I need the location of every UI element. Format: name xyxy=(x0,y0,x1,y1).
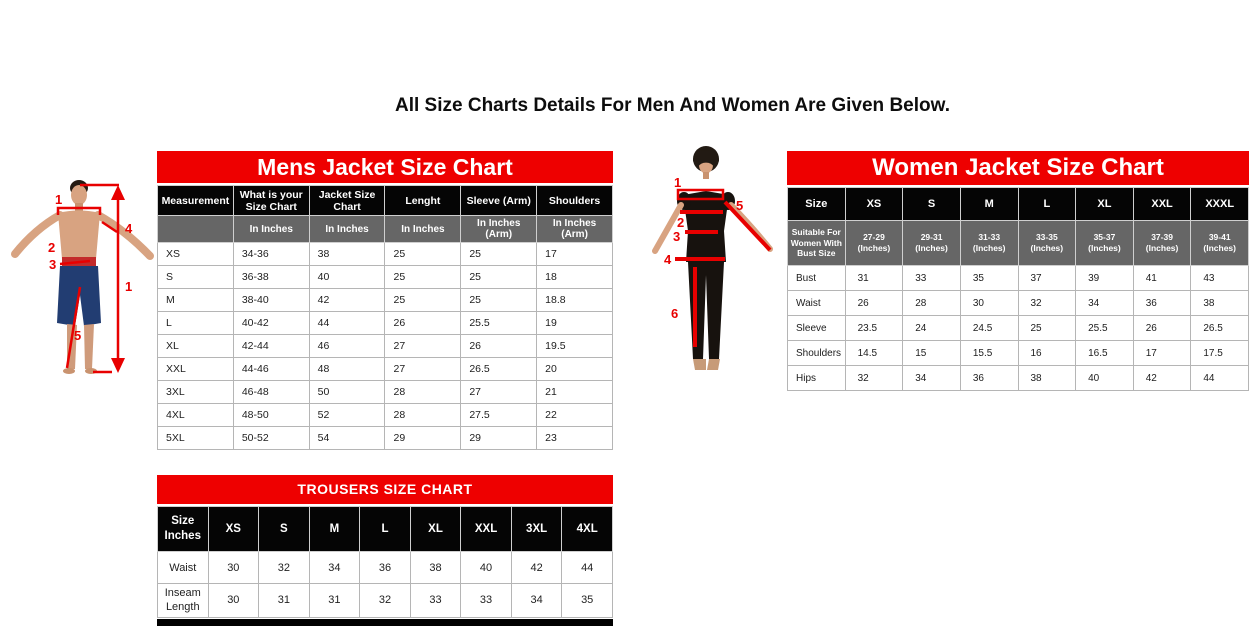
womens-header-row xyxy=(788,188,1249,221)
female-label-hips: 4 xyxy=(664,252,672,267)
unit-cell xyxy=(158,216,234,243)
cell: 41 xyxy=(1133,266,1191,291)
column-header: Measurement xyxy=(158,186,234,216)
cell: 40 xyxy=(309,266,385,289)
womens-chart-table xyxy=(787,187,1249,391)
table-row xyxy=(788,341,1249,366)
cell: 50-52 xyxy=(233,427,309,450)
column-header: M xyxy=(309,507,360,552)
column-header: M xyxy=(960,188,1018,221)
cell: 50 xyxy=(309,381,385,404)
cell: 42 xyxy=(309,289,385,312)
cell: 28 xyxy=(903,291,961,316)
cell: 44-46 xyxy=(233,358,309,381)
column-header: XL xyxy=(410,507,461,552)
column-header: S xyxy=(903,188,961,221)
cell: 34 xyxy=(511,584,562,618)
female-label-bust: 2 xyxy=(677,215,685,230)
column-header: 3XL xyxy=(511,507,562,552)
cell: L xyxy=(158,312,234,335)
table-row xyxy=(158,312,613,335)
cell: 21 xyxy=(537,381,613,404)
cell: S xyxy=(158,266,234,289)
column-header: XXL xyxy=(1133,188,1191,221)
trousers-bottom-strip xyxy=(157,619,613,626)
cell: 32 xyxy=(360,584,411,618)
cell: 26 xyxy=(845,291,903,316)
cell: 25.5 xyxy=(461,312,537,335)
cell: 17 xyxy=(1133,341,1191,366)
unit-cell: In Inches xyxy=(233,216,309,243)
table-row xyxy=(158,552,613,584)
column-header: Shoulders xyxy=(537,186,613,216)
cell: Hips xyxy=(788,366,846,391)
trousers-header-row xyxy=(158,507,613,552)
cell: 17 xyxy=(537,243,613,266)
cell: 25 xyxy=(1018,316,1076,341)
male-label-shoulder: 1 xyxy=(55,192,63,207)
cell: Bust xyxy=(788,266,846,291)
unit-cell: 27-29 (Inches) xyxy=(845,221,903,266)
table-row xyxy=(788,266,1249,291)
cell: 38 xyxy=(309,243,385,266)
cell: 26 xyxy=(1133,316,1191,341)
cell: 33 xyxy=(903,266,961,291)
trousers-chart-banner: TROUSERS SIZE CHART xyxy=(157,475,613,504)
cell: 31 xyxy=(259,584,310,618)
cell: 36 xyxy=(360,552,411,584)
cell: 31 xyxy=(309,584,360,618)
cell: 17.5 xyxy=(1191,341,1249,366)
cell: 26 xyxy=(461,335,537,358)
cell: 37 xyxy=(1018,266,1076,291)
cell: 35 xyxy=(562,584,613,618)
cell: 40 xyxy=(461,552,512,584)
cell: 19.5 xyxy=(537,335,613,358)
column-header: L xyxy=(1018,188,1076,221)
cell: 42 xyxy=(511,552,562,584)
unit-cell: In Inches (Arm) xyxy=(461,216,537,243)
cell: 19 xyxy=(537,312,613,335)
table-row xyxy=(158,584,613,618)
table-row xyxy=(788,366,1249,391)
cell: 34 xyxy=(309,552,360,584)
unit-cell: In Inches xyxy=(385,216,461,243)
female-label-sleeve: 5 xyxy=(736,198,744,213)
cell: 15 xyxy=(903,341,961,366)
mens-chart-banner: Mens Jacket Size Chart xyxy=(157,151,613,183)
cell: Shoulders xyxy=(788,341,846,366)
table-row xyxy=(158,335,613,358)
cell: 29 xyxy=(461,427,537,450)
table-row xyxy=(158,243,613,266)
cell: 29 xyxy=(385,427,461,450)
cell: 35 xyxy=(960,266,1018,291)
cell: 52 xyxy=(309,404,385,427)
cell: 28 xyxy=(385,381,461,404)
mens-units-row xyxy=(158,216,613,243)
cell: 5XL xyxy=(158,427,234,450)
table-row xyxy=(788,316,1249,341)
unit-cell: In Inches xyxy=(309,216,385,243)
cell: 16.5 xyxy=(1076,341,1134,366)
column-header: L xyxy=(360,507,411,552)
cell: 25 xyxy=(461,243,537,266)
unit-cell: 37-39 (Inches) xyxy=(1133,221,1191,266)
cell: 46 xyxy=(309,335,385,358)
cell: 36 xyxy=(1133,291,1191,316)
cell: 42 xyxy=(1133,366,1191,391)
cell: Waist xyxy=(158,552,209,584)
column-header: Size xyxy=(788,188,846,221)
cell: Inseam Length xyxy=(158,584,209,618)
cell: 26 xyxy=(385,312,461,335)
column-header: Sleeve (Arm) xyxy=(461,186,537,216)
cell: 32 xyxy=(259,552,310,584)
cell: 30 xyxy=(960,291,1018,316)
cell: 14.5 xyxy=(845,341,903,366)
cell: 42-44 xyxy=(233,335,309,358)
column-header: What is your Size Chart xyxy=(233,186,309,216)
table-row xyxy=(158,358,613,381)
cell: 15.5 xyxy=(960,341,1018,366)
cell: 33 xyxy=(461,584,512,618)
cell: 44 xyxy=(1191,366,1249,391)
male-label-length: 4 xyxy=(125,221,133,236)
cell: 24 xyxy=(903,316,961,341)
cell: 25 xyxy=(385,243,461,266)
cell: 38 xyxy=(1018,366,1076,391)
cell: 40 xyxy=(1076,366,1134,391)
cell: 31 xyxy=(845,266,903,291)
cell: 28 xyxy=(385,404,461,427)
cell: 36 xyxy=(960,366,1018,391)
female-label-leg: 6 xyxy=(671,306,679,321)
male-label-height: 1 xyxy=(125,279,133,294)
mens-jacket-size-chart xyxy=(157,151,613,450)
unit-cell: In Inches (Arm) xyxy=(537,216,613,243)
cell: 44 xyxy=(562,552,613,584)
cell: 27 xyxy=(385,335,461,358)
cell: 54 xyxy=(309,427,385,450)
cell: 26.5 xyxy=(1191,316,1249,341)
cell: 34 xyxy=(1076,291,1134,316)
column-header: S xyxy=(259,507,310,552)
women-jacket-size-chart xyxy=(787,151,1249,391)
trousers-chart-table xyxy=(157,506,613,618)
cell: 40-42 xyxy=(233,312,309,335)
cell: 25 xyxy=(385,266,461,289)
male-label-leg: 5 xyxy=(74,328,82,343)
cell: 34-36 xyxy=(233,243,309,266)
cell: 27.5 xyxy=(461,404,537,427)
cell: 36-38 xyxy=(233,266,309,289)
unit-cell: 29-31 (Inches) xyxy=(903,221,961,266)
cell: 38 xyxy=(410,552,461,584)
cell: 32 xyxy=(1018,291,1076,316)
cell: 25 xyxy=(385,289,461,312)
unit-cell: 35-37 (Inches) xyxy=(1076,221,1134,266)
male-figure-illustration xyxy=(5,173,160,388)
column-header: Lenght xyxy=(385,186,461,216)
table-row xyxy=(788,291,1249,316)
male-label-waist: 3 xyxy=(49,257,57,272)
column-header: Jacket Size Chart xyxy=(309,186,385,216)
cell: 30 xyxy=(208,552,259,584)
cell: 18.8 xyxy=(537,289,613,312)
cell: Waist xyxy=(788,291,846,316)
female-figure-illustration xyxy=(648,143,783,378)
cell: XXL xyxy=(158,358,234,381)
cell: 16 xyxy=(1018,341,1076,366)
column-header: XS xyxy=(208,507,259,552)
cell: M xyxy=(158,289,234,312)
cell: 4XL xyxy=(158,404,234,427)
table-row xyxy=(158,381,613,404)
cell: 38 xyxy=(1191,291,1249,316)
cell: 38-40 xyxy=(233,289,309,312)
column-header: Size Inches xyxy=(158,507,209,552)
mens-chart-table xyxy=(157,185,613,450)
cell: 20 xyxy=(537,358,613,381)
table-row xyxy=(158,427,613,450)
column-header: 4XL xyxy=(562,507,613,552)
cell: 22 xyxy=(537,404,613,427)
cell: 25 xyxy=(461,289,537,312)
trousers-size-chart xyxy=(157,475,613,626)
cell: Sleeve xyxy=(788,316,846,341)
cell: 33 xyxy=(410,584,461,618)
unit-cell: 39-41 (Inches) xyxy=(1191,221,1249,266)
unit-cell: 31-33 (Inches) xyxy=(960,221,1018,266)
cell: 48-50 xyxy=(233,404,309,427)
cell: 43 xyxy=(1191,266,1249,291)
womens-subheader-row xyxy=(788,221,1249,266)
cell: 46-48 xyxy=(233,381,309,404)
cell: 18 xyxy=(537,266,613,289)
cell: 39 xyxy=(1076,266,1134,291)
mens-header-row xyxy=(158,186,613,216)
cell: XS xyxy=(158,243,234,266)
table-row xyxy=(158,404,613,427)
cell: 34 xyxy=(903,366,961,391)
cell: 25.5 xyxy=(1076,316,1134,341)
cell: 23 xyxy=(537,427,613,450)
cell: 48 xyxy=(309,358,385,381)
cell: 30 xyxy=(208,584,259,618)
cell: 23.5 xyxy=(845,316,903,341)
cell: 25 xyxy=(461,266,537,289)
page-title: All Size Charts Details For Men And Women Are Given Below. xyxy=(395,95,950,116)
cell: 44 xyxy=(309,312,385,335)
unit-cell: 33-35 (Inches) xyxy=(1018,221,1076,266)
cell: XL xyxy=(158,335,234,358)
womens-chart-banner: Women Jacket Size Chart xyxy=(787,151,1249,185)
table-row xyxy=(158,266,613,289)
unit-cell: Suitable For Women With Bust Size xyxy=(788,221,846,266)
column-header: XXL xyxy=(461,507,512,552)
cell: 24.5 xyxy=(960,316,1018,341)
cell: 3XL xyxy=(158,381,234,404)
cell: 32 xyxy=(845,366,903,391)
male-label-chest: 2 xyxy=(48,240,56,255)
column-header: XXXL xyxy=(1191,188,1249,221)
column-header: XL xyxy=(1076,188,1134,221)
cell: 26.5 xyxy=(461,358,537,381)
female-label-waist: 3 xyxy=(673,229,681,244)
table-row xyxy=(158,289,613,312)
column-header: XS xyxy=(845,188,903,221)
female-label-shoulder: 1 xyxy=(674,175,682,190)
cell: 27 xyxy=(385,358,461,381)
cell: 27 xyxy=(461,381,537,404)
